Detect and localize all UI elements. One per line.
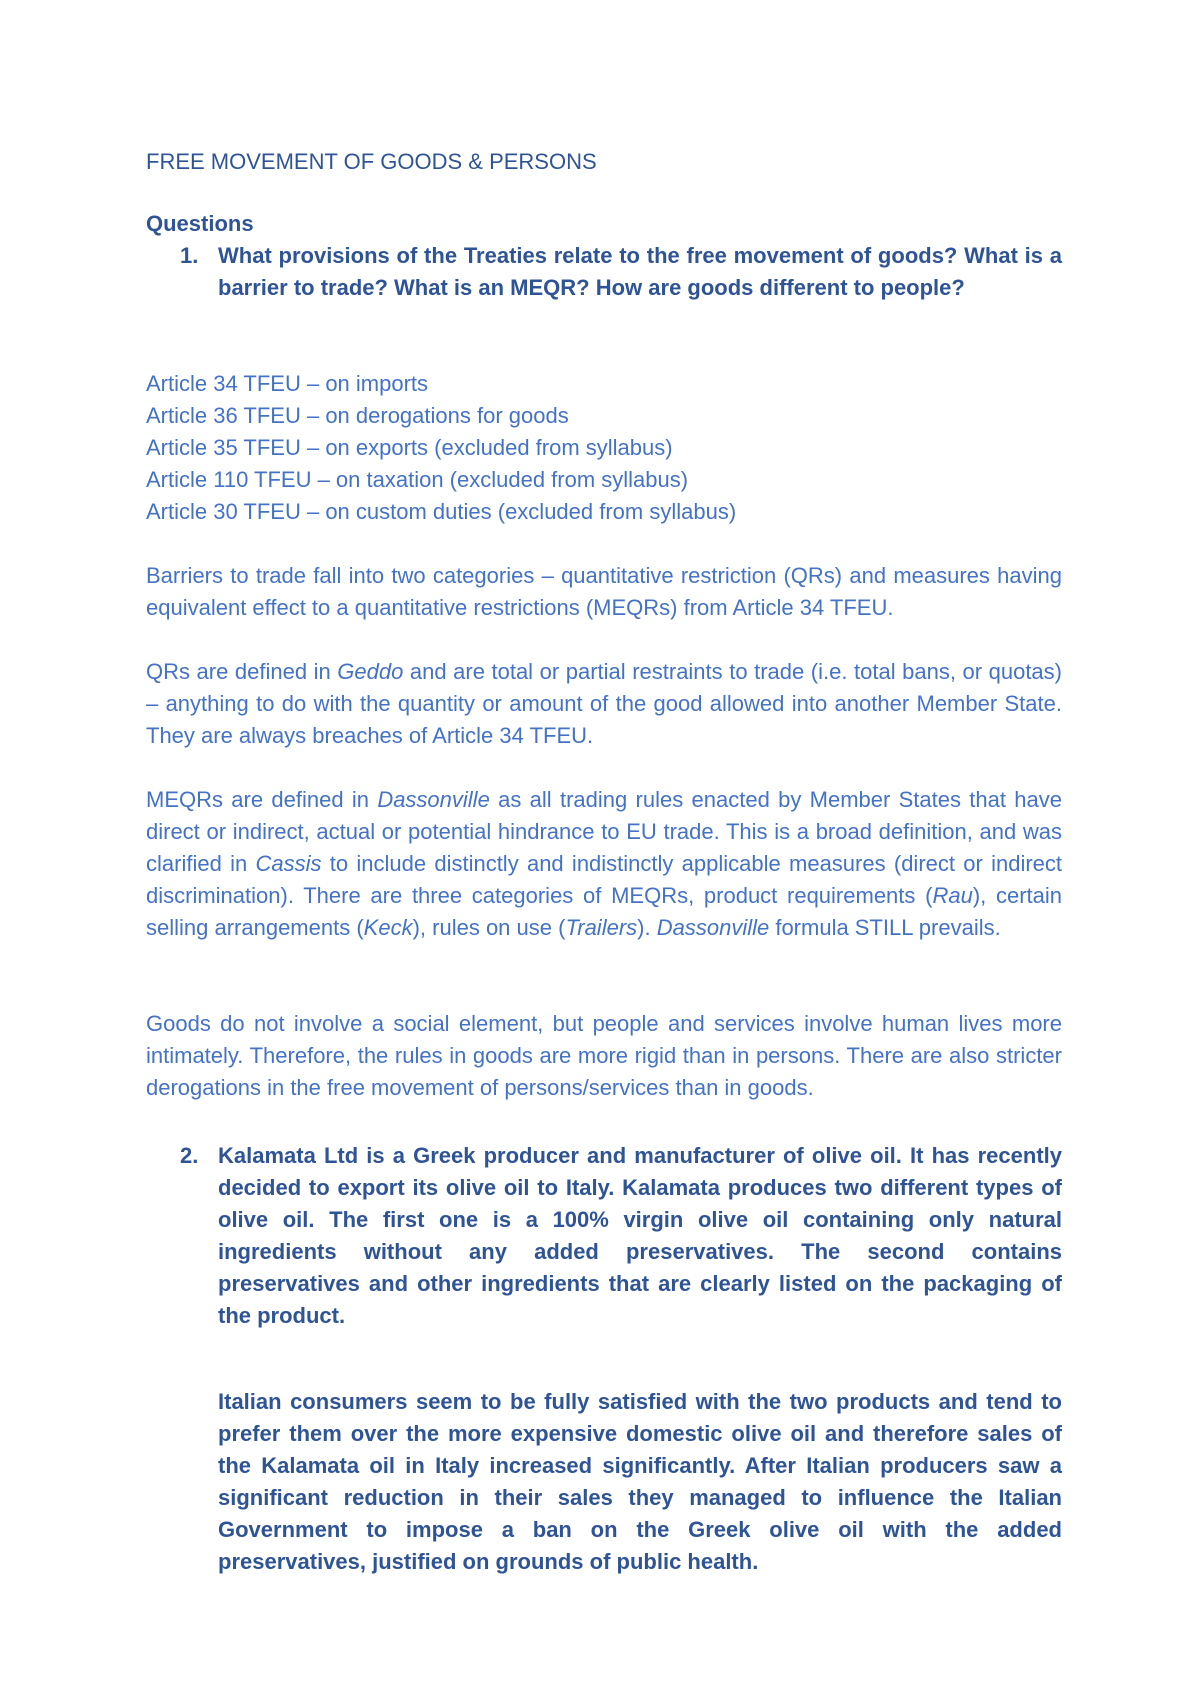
- question-1-number: 1.: [180, 243, 199, 268]
- question-2-continuation: Italian consumers seem to be fully satisfied with the two products and tend to prefer them over the more expensive domestic olive oil and therefore sales of the Kalamata oil in Italy increased significantly. After Italian producers saw a significant reduction in their sales they managed to influence the Italian Government to impose a ban on the Greek olive oil with the added preservatives, justified on grounds of public health.: [218, 1389, 1062, 1574]
- text-run: formula STILL prevails.: [769, 915, 1001, 940]
- article-item: Article 34 TFEU – on imports: [146, 371, 429, 396]
- paragraph-goods: Goods do not involve a social element, but people and services involve human lives more intimately. Therefore, the rules in goods are more rigid than in persons. There are also stricter derogations in the free movement of persons/services than in goods.: [146, 1011, 1062, 1100]
- questions-heading: Questions: [146, 211, 254, 236]
- case-name: Dassonville: [656, 915, 770, 940]
- text-run: MEQRs are defined in: [146, 787, 378, 812]
- article-item: Article 30 TFEU – on custom duties (excluded from syllabus): [146, 499, 737, 524]
- text-run: ).: [637, 915, 657, 940]
- text-run: QRs are defined in: [146, 659, 338, 684]
- case-name: Rau: [932, 883, 973, 908]
- document-title: FREE MOVEMENT OF GOODS & PERSONS: [146, 149, 597, 174]
- article-item: Article 36 TFEU – on derogations for goods: [146, 403, 569, 428]
- text-run: and are total or partial restraints to trade (i.e. total bans, or quotas) – anything to do with the quantity or amount of the good allowed into another Member State. They are always breaches of Article 34 TFEU.: [146, 659, 1062, 748]
- text-run: ), rules on use (: [412, 915, 566, 940]
- question-1: [180, 240, 1062, 304]
- text-run: ), certain selling arrangements (: [146, 883, 1062, 940]
- question-2-text: Kalamata Ltd is a Greek producer and manufacturer of olive oil. It has recently decided to export its olive oil to Italy. Kalamata produces two different types of olive oil. The first one is a 100% virgin olive oil containing only natural ingredients without any added preservatives. The second contains preservatives and other ingredients that are clearly listed on the packaging of the product.: [218, 1143, 1062, 1328]
- case-name: Trailers: [565, 915, 638, 940]
- paragraph-qrs: [146, 656, 1062, 752]
- case-name: Dassonville: [377, 787, 490, 812]
- paragraph-meqrs: [146, 784, 1062, 944]
- question-1-text: What provisions of the Treaties relate to the free movement of goods? What is a barrier to trade? What is an MEQR? How are goods different to people?: [218, 243, 1062, 300]
- text-run: to include distinctly and indistinctly applicable measures (direct or indirect discrimination). There are three categories of MEQRs, product requirements (: [146, 851, 1063, 908]
- text-run: as all trading rules enacted by Member States that have direct or indirect, actual or potential hindrance to EU trade. This is a broad definition, and was clarified in: [146, 787, 1062, 876]
- case-name: Keck: [363, 915, 413, 940]
- article-list: [146, 368, 736, 528]
- case-name: Geddo: [337, 659, 404, 684]
- case-name: Cassis: [255, 851, 322, 876]
- question-2-number: 2.: [180, 1143, 199, 1168]
- article-item: Article 35 TFEU – on exports (excluded from syllabus): [146, 435, 673, 460]
- article-item: Article 110 TFEU – on taxation (excluded from syllabus): [146, 467, 689, 492]
- question-2: [180, 1140, 1062, 1332]
- paragraph-barriers: Barriers to trade fall into two categories – quantitative restriction (QRs) and measures having equivalent effect to a quantitative restrictions (MEQRs) from Article 34 TFEU.: [146, 563, 1062, 620]
